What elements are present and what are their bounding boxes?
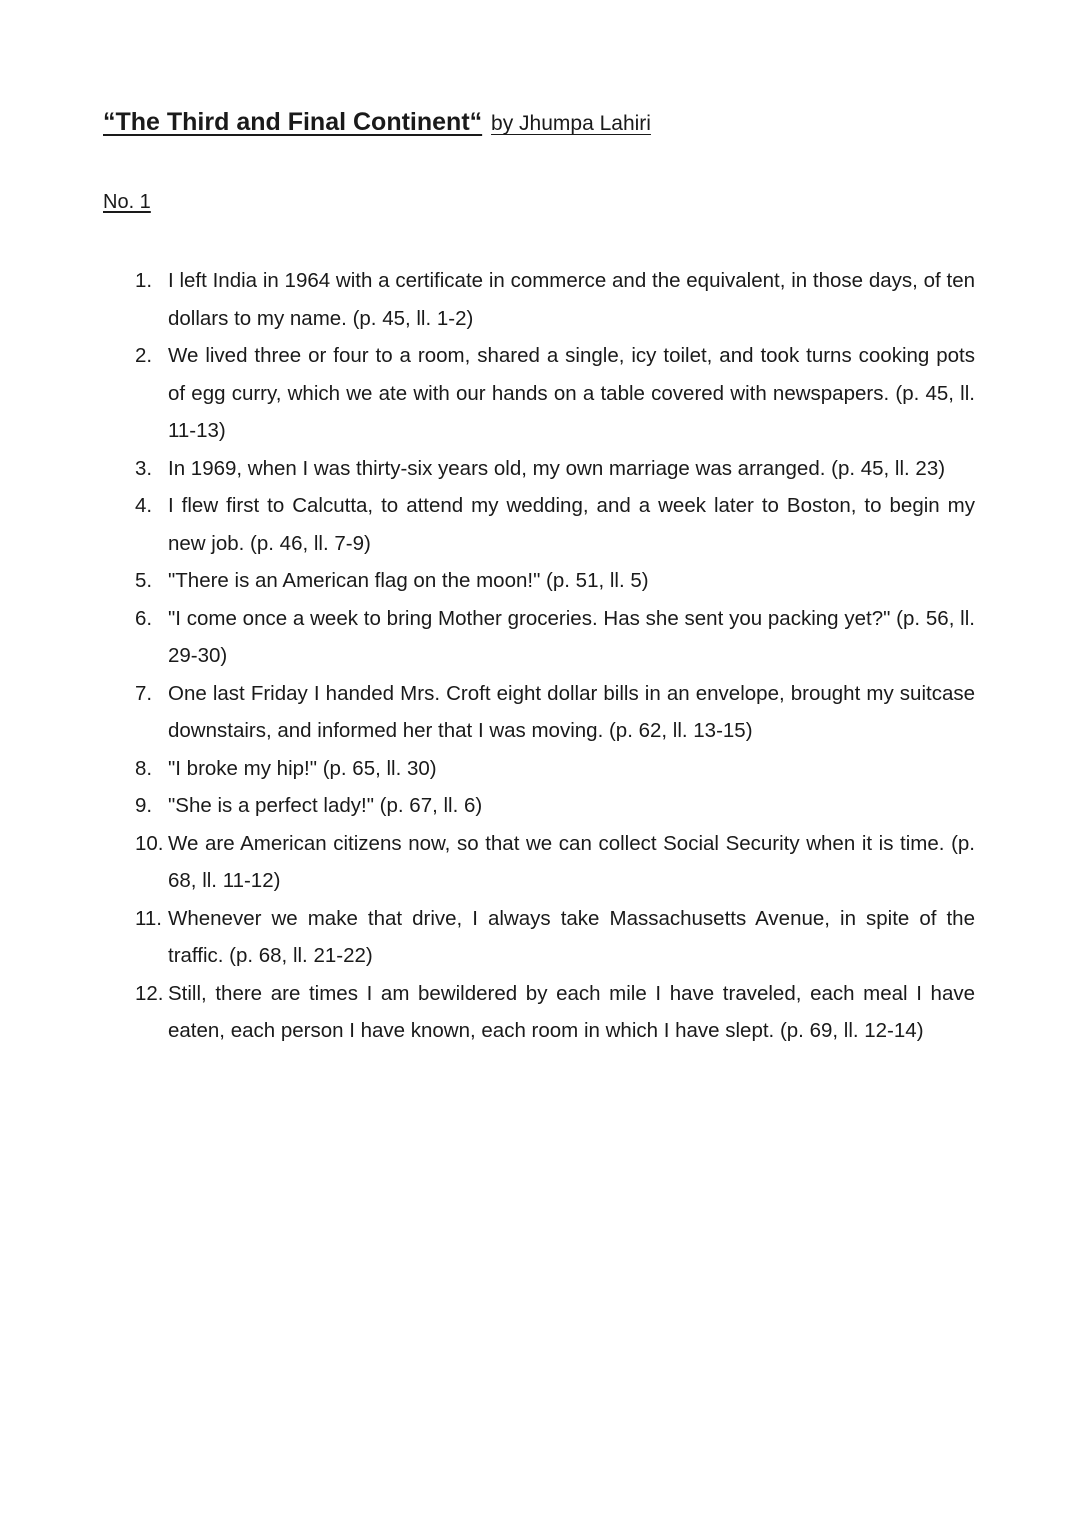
item-text: I flew first to Calcutta, to attend my wedding, and a week later to Boston, to begin my new job. (p. 46, ll. 7-9) — [168, 494, 975, 555]
item-number: 1. — [135, 269, 153, 292]
item-number: 2. — [135, 344, 153, 367]
list-item — [135, 487, 975, 562]
item-number: 10. — [135, 831, 164, 855]
title-main: “The Third and Final Continent“ — [103, 108, 483, 136]
list-item — [135, 562, 975, 600]
item-text: "I broke my hip!" (p. 65, ll. 30) — [168, 756, 437, 780]
item-number: 12. — [135, 981, 164, 1005]
item-text: Still, there are times I am bewildered by each mile I have traveled, each meal I have eaten, each person I have known, each room in which I have slept. (p. 69, ll. 12-14) — [168, 981, 975, 1042]
item-number: 3. — [135, 456, 153, 480]
item-number: 5. — [135, 569, 153, 592]
item-number: 8. — [135, 756, 153, 780]
item-number: 4. — [135, 494, 153, 517]
item-text: We are American citizens now, so that we can collect Social Security when it is time. (p. 68, ll. 11-12) — [168, 831, 975, 892]
list-item — [135, 450, 975, 488]
item-text: We lived three or four to a room, shared a single, icy toilet, and took turns cooking pots of egg curry, which we ate with our hands on a table covered with newspapers. (p. 45, ll. 11-13) — [168, 344, 975, 442]
section-label: No. 1 — [103, 191, 151, 213]
list-item — [135, 975, 975, 1050]
item-text: I left India in 1964 with a certificate in commerce and the equivalent, in those days, of ten dollars to my name. (p. 45, ll. 1-2) — [168, 269, 975, 330]
item-text: "I come once a week to bring Mother groceries. Has she sent you packing yet?" (p. 56, ll. 29-30) — [168, 606, 975, 667]
item-number: 9. — [135, 794, 153, 817]
item-text: "There is an American flag on the moon!" (p. 51, ll. 5) — [168, 569, 649, 592]
item-text: "She is a perfect lady!" (p. 67, ll. 6) — [168, 794, 483, 817]
list-item — [135, 337, 975, 450]
item-text: Whenever we make that drive, I always take Massachusetts Avenue, in spite of the traffic. (p. 68, ll. 21-22) — [168, 906, 975, 967]
item-number: 6. — [135, 606, 153, 630]
item-text: In 1969, when I was thirty-six years old, my own marriage was arranged. (p. 45, ll. 23) — [168, 456, 946, 480]
item-number: 7. — [135, 681, 153, 705]
item-number: 11. — [135, 906, 162, 930]
list-item — [135, 825, 975, 900]
quote-list — [135, 262, 975, 1050]
item-text: One last Friday I handed Mrs. Croft eight dollar bills in an envelope, brought my suitcase downstairs, and informed her that I was moving. (p. 62, ll. 13-15) — [168, 681, 975, 742]
list-item — [135, 675, 975, 750]
list-item — [135, 750, 975, 788]
document-title — [103, 103, 651, 140]
list-item — [135, 900, 975, 975]
list-item — [135, 600, 975, 675]
list-item — [135, 787, 975, 825]
title-author: by Jhumpa Lahiri — [491, 112, 651, 135]
list-item — [135, 262, 975, 337]
